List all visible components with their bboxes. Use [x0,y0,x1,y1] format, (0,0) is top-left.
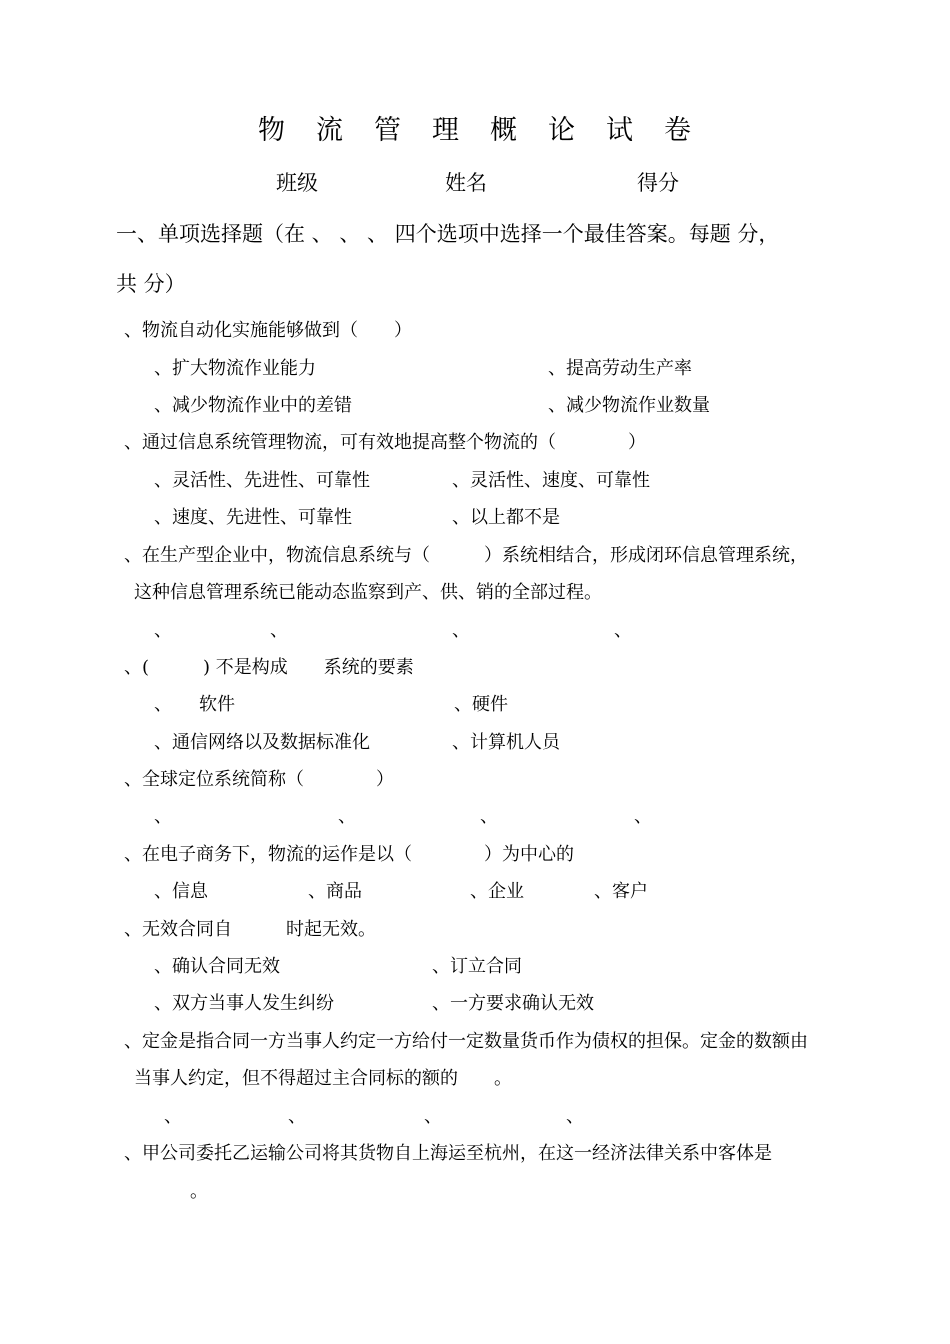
option-c: 、双方当事人发生纠纷 [154,993,334,1014]
option-a: 、确认合同无效 [154,956,280,977]
option-c: 、通信网络以及数据标准化 [154,732,370,753]
title-char: 概 [490,115,517,146]
question-stem: 、定金是指合同一方当事人约定一方给付一定数量货币作为债权的担保。定金的数额由 [124,1031,808,1052]
question-stem-cont: 。 [190,1181,208,1202]
section-heading-line1: 一、单项选择题（在 、 、 、 四个选项中选择一个最佳答案。每题 分， [116,222,780,246]
option-a: 、 [154,620,172,641]
option-d: 、计算机人员 [452,732,560,753]
option-a: 、扩大物流作业能力 [154,358,316,379]
name-label: 姓名 [445,171,487,195]
question-stem: 、在电子商务下，物流的运作是以（ ）为中心的 [124,844,574,865]
option-c: 、减少物流作业中的差错 [154,395,352,416]
class-label: 班级 [276,171,318,195]
question-stem: 、( ) 不是构成 系统的要素 [124,657,414,678]
score-label: 得分 [637,171,679,195]
option-d: 、一方要求确认无效 [432,993,594,1014]
option-d: 、 [566,1106,584,1127]
option-c: 、 [452,620,470,641]
option-d: 、以上都不是 [452,507,560,528]
question-stem: 、在生产型企业中，物流信息系统与（ ）系统相结合，形成闭环信息管理系统， [124,545,808,566]
option-d: 、客户 [594,881,648,902]
question-stem: 、通过信息系统管理物流，可有效地提高整个物流的（ ） [124,432,646,453]
option-a: 、 [164,1106,182,1127]
question-stem: 、物流自动化实施能够做到（ ） [124,320,412,341]
question-stem-cont: 这种信息管理系统已能动态监察到产、供、销的全部过程。 [134,582,602,603]
option-b: 、硬件 [454,694,508,715]
title-char: 理 [432,115,459,146]
option-d: 、 [614,620,632,641]
option-b: 、订立合同 [432,956,522,977]
title-char: 物 [258,115,285,146]
option-a: 、 软件 [154,694,235,715]
option-c: 、 [480,806,498,827]
option-a: 、灵活性、先进性、可靠性 [154,470,370,491]
option-b: 、 [288,1106,306,1127]
title-char: 卷 [664,115,691,146]
option-c: 、 [424,1106,442,1127]
option-b: 、灵活性、速度、可靠性 [452,470,650,491]
title-char: 试 [606,115,633,146]
option-b: 、商品 [308,881,362,902]
option-b: 、 [338,806,356,827]
title-char: 论 [548,115,575,146]
option-d: 、减少物流作业数量 [548,395,710,416]
title-char: 管 [374,115,401,146]
option-d: 、 [634,806,652,827]
option-a: 、 [154,806,172,827]
question-stem-cont: 当事人约定，但不得超过主合同标的额的 。 [134,1068,512,1089]
option-b: 、 [270,620,288,641]
question-stem: 、全球定位系统简称（ ） [124,769,394,790]
option-a: 、信息 [154,881,208,902]
option-c: 、速度、先进性、可靠性 [154,507,352,528]
option-c: 、企业 [470,881,524,902]
option-b: 、提高劳动生产率 [548,358,692,379]
question-stem: 、无效合同自 时起无效。 [124,919,376,940]
title-char: 流 [316,115,343,146]
question-stem: 、甲公司委托乙运输公司将其货物自上海运至杭州，在这一经济法律关系中客体是 [124,1143,772,1164]
section-heading-line2: 共 分） [116,272,186,296]
